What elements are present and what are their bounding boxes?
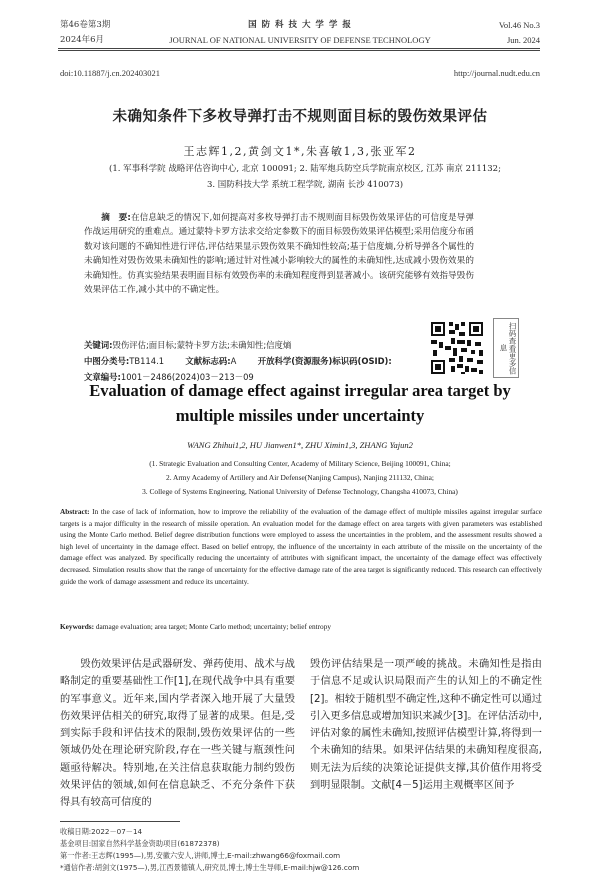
abstract-en-text: In the case of lack of information, how to improve the reliability of the evaluation of the damage effect of multiple missiles against irregular surface targets is a major difficulty in the research of missile operation. An evaluation model for the damage effect on area targets with given parameters was established using the Monte Carlo method. Belief degree distribution functions were employed to assess the uncertainties in the problem, and the assessment results showed a high level of uncertainty in the damage effect. Based on belief entropy, the influence of the uncertainty in each attribute of the missile on the uncertainty of the damage effect was analyzed. By specifically reducing the uncertainty of attributes with significant impact, the uncertainty of the damage effect was effectively decreased. Simulation results show that the range of uncertainty for the effective damage rate of the area target is significantly reduced. This research can effectively guide the work of damage assessment and reduce its uncertainty.: [60, 507, 543, 586]
affiliation-en-3: 3. College of Systems Engineering, National University of Defense Technology, Changsha 410073, China): [142, 487, 458, 496]
header-date-en: Jun. 2024: [506, 35, 540, 45]
title-en: [0, 378, 600, 428]
header-journal-en: JOURNAL OF NATIONAL UNIVERSITY OF DEFENSE TECHNOLOGY: [169, 35, 431, 45]
keywords-en: [60, 621, 542, 632]
affiliation-cn-2: 3. 国防科技大学 系统工程学院, 湖南 长沙 410073): [206, 180, 404, 190]
header-volume-cn: 第46卷第3期: [60, 20, 111, 30]
body-paragraph-right: 毁伤评估结果是一项严峻的挑战。未确知性是指由于信息不足或认识局限而产生的认知上的不确定性[2]。相较于随机型不确定性,这种不确定性可以通过引入更多信息或增加知识来减少[3]。在评估活动中,评估对象的属性未确知,按照评估模型计算,将得到一个未确知的结果。如果评估结果的未确知程度很高,则无法为后续的决策论证提供支撑,其价值作用将受到明显限制。文献[4－5]运用主观概率区间予: [310, 659, 542, 792]
header-journal-cn: 国 防 科 技 大 学 学 报: [248, 20, 352, 30]
body-column-left: [60, 656, 295, 812]
journal-url: http://journal.nudt.edu.cn: [453, 68, 540, 78]
footnote-rule: [60, 821, 180, 822]
authors-en: WANG Zhihui1,2, HU Jianwen1*, ZHU Ximin1,3, ZHANG Yajun2: [187, 440, 413, 450]
header-volume-en: Vol.46 No.3: [498, 20, 540, 30]
classification-line: [84, 354, 392, 368]
header-rule-2: [58, 50, 540, 51]
abstract-cn: [84, 211, 474, 297]
title-en-line-2: multiple missiles under uncertainty: [175, 406, 425, 425]
affiliation-en-2: 2. Army Academy of Artillery and Air Defense(Nanjing Campus), Nanjing 211132, China;: [166, 473, 434, 482]
clc-label: 中图分类号:: [84, 356, 130, 366]
abstract-en: [60, 506, 542, 587]
authors-cn: 王志辉1,2,黄剑文1*,朱喜敏1,3,张亚军2: [183, 145, 417, 158]
affiliation-en-1: (1. Strategic Evaluation and Consulting Center, Academy of Military Science, Beijing 100091, China;: [149, 459, 451, 468]
abstract-cn-label: 摘 要:: [101, 213, 131, 223]
doc-code-label: 文献标志码:: [185, 356, 231, 366]
doi: doi:10.11887/j.cn.202403021: [60, 68, 161, 78]
keywords-cn: [84, 338, 291, 352]
keywords-cn-label: 关键词:: [84, 340, 113, 350]
header-rule-1: [58, 48, 540, 49]
affiliation-cn-1: (1. 军事科学院 战略评估咨询中心, 北京 100091; 2. 陆军炮兵防空兵学院南京校区, 江苏 南京 211132;: [109, 164, 501, 174]
abstract-cn-text: 在信息缺乏的情况下,如何提高对多枚导弹打击不规则面目标毁伤效果评估的可信度是导弹作战运用研究的重难点。通过蒙特卡罗方法求交给定参数下的面目标毁伤效果评估模型;采用信度分布函数对该问题的不确知性进行评估,评估结果显示毁伤效果不确知性较高;基于信度熵,分析导弹各个属性的未确知性对毁伤效果未确知性的影响;通过针对性减小影响较大的属性的未确知性,达成减小毁伤效果的未确知性。仿真实验结果表明面目标有效毁伤率的未确知程度得到显著减小。该研究能够有效指导毁伤效果评估工作,减小其中的不确定性。: [84, 213, 475, 296]
keywords-cn-text: 毁伤评估;面目标;蒙特卡罗方法;未确知性;信度熵: [112, 340, 292, 350]
scan-code-label: 扫码查看更多信息: [493, 318, 519, 378]
doc-code-value: A: [230, 356, 237, 366]
clc-value: TB114.1: [129, 356, 165, 366]
keywords-en-text: damage evaluation; area target; Monte Carlo method; uncertainty; belief entropy: [95, 622, 331, 631]
body-column-right: [310, 656, 542, 794]
footnote-first-author: 第一作者:王志辉(1995—),男,安徽六安人,讲师,博士,E-mail:zhwang66@foxmail.com: [60, 851, 341, 860]
article-number-label: 文章编号:: [84, 372, 121, 382]
footnote-corresponding-author: *通信作者:胡剑文(1975—),男,江西景德镇人,研究员,博士,博士生导师,E-mail:hjw@126.com: [60, 863, 360, 872]
title-en-line-1: Evaluation of damage effect against irregular area target by: [89, 381, 511, 400]
osid-label: 开放科学(资源服务)标识码(OSID):: [257, 356, 392, 366]
footnote-funding: 基金项目:国家自然科学基金资助项目(61872378): [60, 839, 220, 848]
body-paragraph-left: 毁伤效果评估是武器研发、弹药使用、战术与战略制定的重要基础性工作[1],在现代战争中具有重要的军事意义。近年来,国内学者深入地开展了大量毁伤效果评估相关的研究,取得了显著的成果。但是,受到实际手段和评估技术的限制,毁伤效果评估的一些领域仍处在理论研究阶段,存在一些关键与瓶颈性问题亟待解决。特别地,在关注信息获取能力制约毁伤效果评估的领域,如何在信息缺乏、不充分条件下获得具有较高可信度的: [60, 659, 295, 809]
abstract-en-label: Abstract:: [60, 507, 90, 516]
footnote-received: 收稿日期:2022－07－14: [60, 827, 143, 836]
qr-code-icon: [429, 320, 485, 376]
article-number-value: 1001－2486(2024)03－213－09: [120, 372, 254, 382]
title-cn: 未确知条件下多枚导弹打击不规则面目标的毁伤效果评估: [112, 109, 488, 125]
keywords-en-label: Keywords:: [60, 622, 95, 631]
header-date-cn: 2024年6月: [60, 35, 105, 45]
